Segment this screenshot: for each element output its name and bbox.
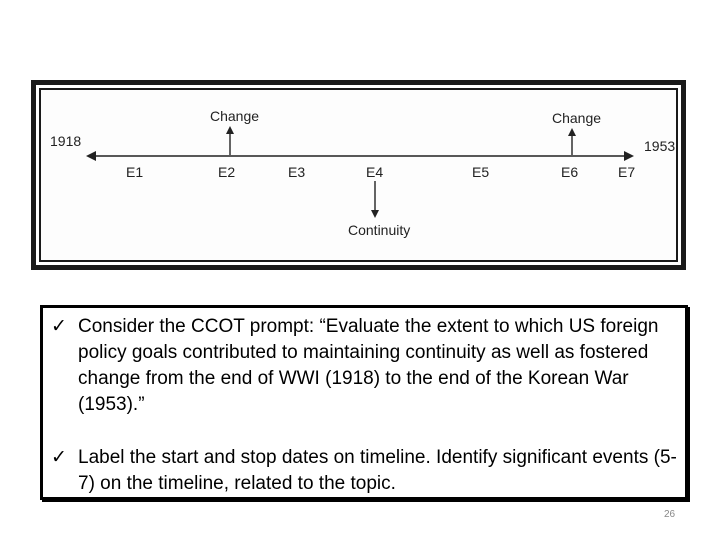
- left-arrowhead: [86, 151, 96, 161]
- change-label-2: Change: [552, 110, 602, 126]
- continuity-arrowhead: [371, 210, 379, 218]
- event-label-e3: E3: [288, 164, 306, 180]
- start-year-label: 1918: [50, 133, 82, 149]
- change-arrowhead-1: [226, 126, 234, 134]
- checkmark-icon: ✓: [51, 447, 67, 468]
- event-label-e4: E4: [366, 164, 384, 180]
- change-label-1: Change: [210, 108, 260, 124]
- event-label-e1: E1: [126, 164, 144, 180]
- change-arrowhead-2: [568, 128, 576, 136]
- instructions-box: [40, 305, 688, 500]
- instruction-text-1: Consider the CCOT prompt: “Evaluate the extent to which US foreign policy goals contributed to maintaining continuity as well as fostered change from the end of WWI (1918) to the end of the Korean War (1953).”: [78, 316, 659, 415]
- timeline-image: [31, 80, 686, 270]
- timeline-diagram: [36, 85, 681, 265]
- right-arrowhead: [624, 151, 634, 161]
- end-year-label: 1953: [644, 138, 676, 154]
- page-number: 26: [664, 509, 676, 520]
- event-label-e6: E6: [561, 164, 579, 180]
- event-label-e5: E5: [472, 164, 490, 180]
- event-label-e7: E7: [618, 164, 636, 180]
- event-label-e2: E2: [218, 164, 236, 180]
- checkmark-icon: ✓: [51, 316, 67, 337]
- continuity-label: Continuity: [348, 222, 411, 238]
- instruction-text-2: Label the start and stop dates on timeline. Identify significant events (5-7) on the timeline, related to the topic.: [78, 447, 677, 494]
